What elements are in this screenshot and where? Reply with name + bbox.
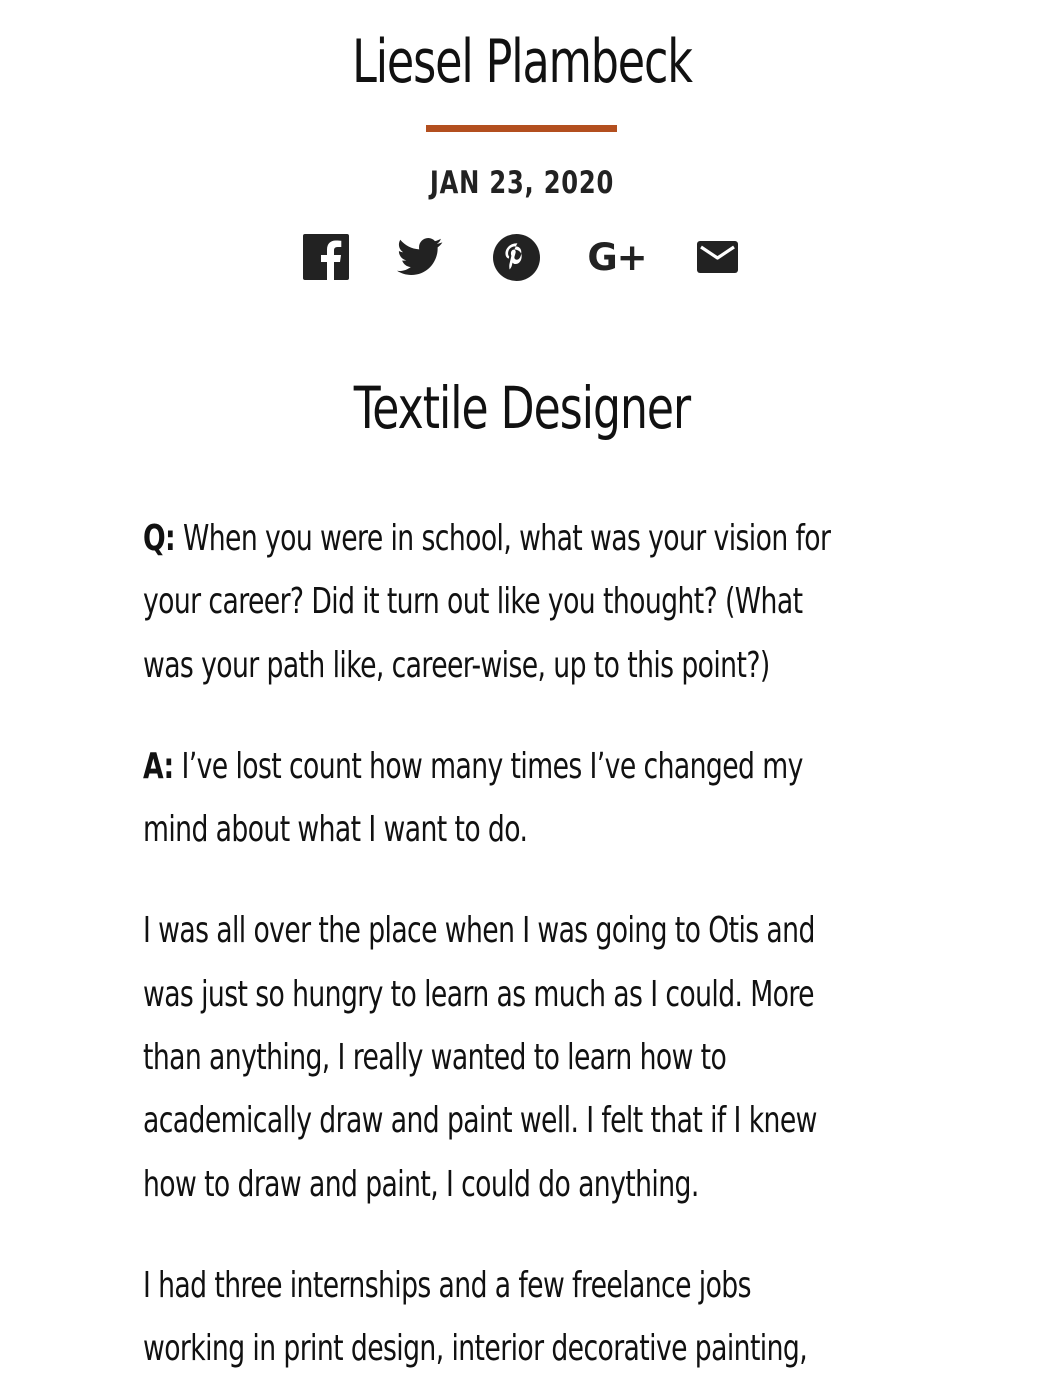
title-divider: [426, 125, 617, 132]
question-label: Q:: [143, 518, 176, 559]
paragraph-text: than anything, I really wanted to learn how to: [143, 1037, 727, 1079]
paragraph-text: I had three internships and a few freelance jobs: [143, 1264, 751, 1306]
pinterest-icon: [493, 234, 540, 281]
question-text: was your path like, career-wise, up to this point?): [143, 644, 770, 686]
twitter-icon: [397, 237, 443, 277]
body-paragraph: [143, 1254, 883, 1381]
share-twitter-button[interactable]: [396, 229, 444, 285]
text-line: [143, 507, 883, 570]
body-paragraph: [143, 899, 883, 1215]
share-pinterest-button[interactable]: [491, 229, 541, 285]
facebook-icon: [303, 234, 349, 280]
paragraph-text: academically draw and paint well. I felt that if I knew: [143, 1100, 817, 1142]
paragraph-text: working in print design, interior decorative painting,: [143, 1328, 808, 1370]
paragraph-text: was just so hungry to learn as much as I could. More: [143, 973, 814, 1015]
answer-label: A:: [143, 745, 174, 787]
share-google-plus-button[interactable]: [586, 229, 648, 285]
share-facebook-button[interactable]: [302, 229, 350, 285]
question-text: your career? Did it turn out like you thought? (What: [143, 581, 803, 623]
share-bar: [0, 229, 1044, 285]
answer-paragraph: [143, 735, 883, 862]
paragraph-text: I was all over the place when I was going to Otis and: [143, 910, 815, 952]
google-plus-icon: G+: [587, 235, 647, 279]
article-subtitle: Textile Designer: [353, 374, 691, 442]
email-icon: [697, 241, 738, 273]
share-email-button[interactable]: [695, 229, 739, 285]
answer-text: I’ve lost count how many times I’ve changed my: [173, 745, 803, 787]
question-paragraph: [143, 507, 883, 697]
text-line: [143, 735, 883, 798]
question-text: When you were in school, what was your vision for: [175, 518, 831, 559]
page-title: Liesel Plambeck: [352, 27, 692, 97]
article-body: [143, 507, 883, 1392]
paragraph-text: how to draw and paint, I could do anything.: [143, 1163, 699, 1205]
publish-date: JAN 23, 2020: [429, 165, 615, 201]
answer-text: mind about what I want to do.: [143, 809, 528, 851]
